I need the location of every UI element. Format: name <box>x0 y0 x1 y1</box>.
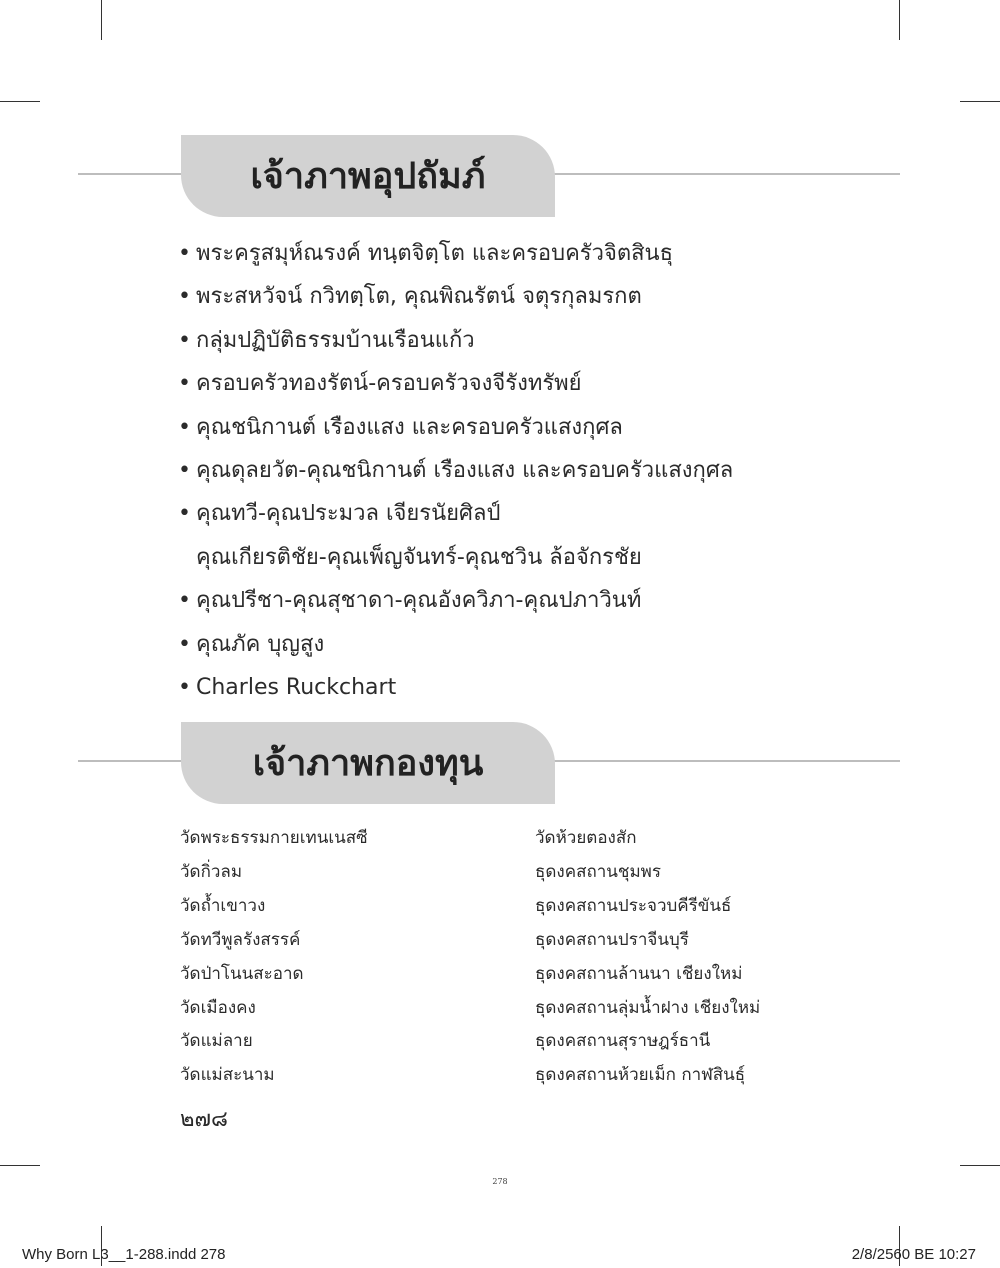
list-item: วัดพระธรรมกายเทนเนสซี <box>180 828 368 848</box>
fund-hosts-left-column <box>180 822 368 1093</box>
list-item: วัดถ้ำเขาวง <box>180 895 266 916</box>
list-item: ธุดงคสถานห้วยเม็ก กาฬสินธุ์ <box>535 1065 746 1086</box>
list-item: วัดเมืองคง <box>180 997 256 1018</box>
slug-file-info: Why Born L3__1-288.indd 278 <box>22 1246 226 1263</box>
list-item: • พระสหวัจน์ กวิทตฺโต, คุณพิณรัตน์ จตุรกุลมรกต <box>178 275 733 318</box>
fund-hosts-banner <box>181 722 555 804</box>
page-number: ๒๗๘ <box>180 1107 229 1132</box>
crop-mark <box>101 0 102 40</box>
crop-mark <box>960 1165 1000 1166</box>
list-item: • คุณภัค บุญสูง <box>178 623 733 666</box>
list-item: ธุดงคสถานลุ่มน้ำฝาง เชียงใหม่ <box>535 997 761 1018</box>
list-item: • Charles Ruckchart <box>178 666 733 709</box>
fund-hosts-title: เจ้าภาพกองทุน <box>252 742 484 784</box>
list-item: • กลุ่มปฏิบัติธรรมบ้านเรือนแก้ว <box>178 319 733 362</box>
list-item: ธุดงคสถานประจวบคีรีขันธ์ <box>535 895 732 916</box>
crop-mark <box>0 1165 40 1166</box>
sponsors-banner <box>181 135 555 217</box>
list-item: • คุณดุลยวัต-คุณชนิกานต์ เรืองแสง และครอบครัวแสงกุศล <box>178 449 733 492</box>
list-item-continuation: คุณเกียรติชัย-คุณเพ็ญจันทร์-คุณชวิน ล้อจักรชัย <box>196 544 642 570</box>
sponsors-list <box>178 232 733 709</box>
list-item: ธุดงคสถานล้านนา เชียงใหม่ <box>535 963 743 984</box>
list-item: วัดกิ่วลม <box>180 861 243 882</box>
crop-mark <box>960 101 1000 102</box>
list-item: • คุณทวี-คุณประมวล เจียรนัยศิลป์ คุณเกียรติชัย-คุณเพ็ญจันทร์-คุณชวิน ล้อจักรชัย <box>178 492 733 579</box>
list-item: วัดป่าโนนสะอาด <box>180 963 304 984</box>
list-item: • พระครูสมุห์ณรงค์ ทนฺตจิตฺโต และครอบครัวจิตสินธุ <box>178 232 733 275</box>
crop-mark <box>0 101 40 102</box>
fund-hosts-right-column <box>535 822 760 1093</box>
sponsors-title: เจ้าภาพอุปถัมภ์ <box>250 155 486 197</box>
list-item: • คุณปรีชา-คุณสุชาดา-คุณอังควิภา-คุณปภาวินท์ <box>178 579 733 622</box>
slug-datetime: 2/8/2560 BE 10:27 <box>851 1246 976 1263</box>
crop-mark <box>899 0 900 40</box>
list-item: • ครอบครัวทองรัตน์-ครอบครัวจงจีรังทรัพย์ <box>178 362 733 405</box>
list-item: วัดห้วยตองสัก <box>535 828 637 848</box>
list-item: วัดแม่สะนาม <box>180 1065 275 1086</box>
list-item: ธุดงคสถานปราจีนบุรี <box>535 929 689 950</box>
list-item: • คุณชนิกานต์ เรืองแสง และครอบครัวแสงกุศล <box>178 406 733 449</box>
folio-number: 278 <box>492 1177 508 1186</box>
list-item: วัดทวีพูลรังสรรค์ <box>180 929 301 950</box>
list-item: วัดแม่ลาย <box>180 1031 253 1052</box>
list-item: ธุดงคสถานสุราษฎร์ธานี <box>535 1031 711 1052</box>
list-item: ธุดงคสถานชุมพร <box>535 861 662 882</box>
